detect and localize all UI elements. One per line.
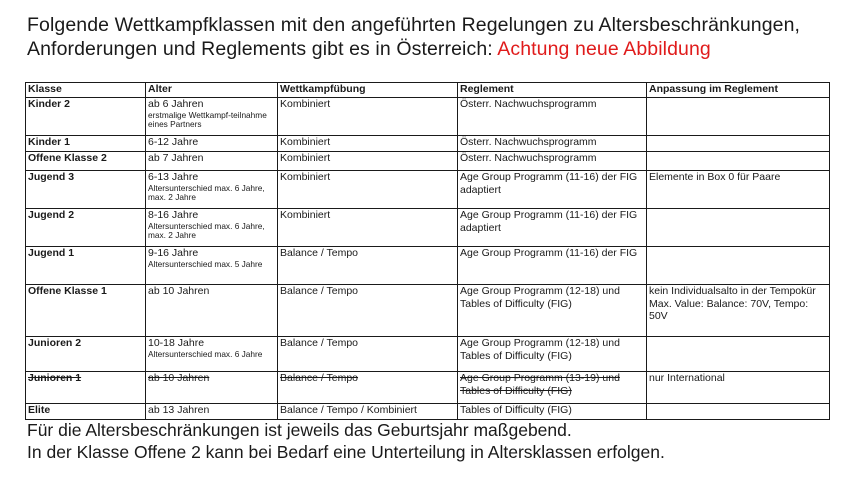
cell-wettkampfuebung (278, 337, 458, 372)
heading-line-2 (27, 37, 842, 61)
cell-alter-note: Altersunterschied max. 6 Jahre, max. 2 Jahre (148, 182, 265, 202)
cell-wettkampfuebung-text: Kombiniert (280, 152, 331, 164)
cell-reglement-text: Age Group Programm (11-16) der FIG adaptiert (460, 209, 638, 234)
cell-klasse (26, 247, 146, 285)
cell-reglement (458, 247, 647, 285)
cell-klasse (26, 209, 146, 247)
table-row (26, 285, 830, 337)
table-row (26, 372, 830, 404)
cell-wettkampfuebung-text: Balance / Tempo (280, 247, 359, 259)
cell-alter (146, 136, 278, 152)
cell-klasse (26, 337, 146, 372)
cell-anpassung (647, 285, 830, 337)
table-row (26, 337, 830, 372)
cell-alter (146, 152, 278, 171)
cell-reglement (458, 152, 647, 171)
cell-alter (146, 404, 278, 420)
cell-wettkampfuebung-text: Balance / Tempo (280, 285, 359, 297)
column-header-anpassung: Anpassung im Reglement (647, 83, 830, 98)
table-row (26, 247, 830, 285)
cell-reglement-text: Age Group Programm (11-16) der FIG adaptiert (460, 171, 638, 196)
cell-klasse-text: Junioren 2 (28, 337, 82, 349)
cell-wettkampfuebung (278, 136, 458, 152)
cell-klasse-text: Jugend 3 (28, 171, 75, 183)
cell-alter-text: 10-18 Jahre (148, 337, 205, 349)
heading-line-1: Folgende Wettkampfklassen mit den angeführten Regelungen zu Altersbeschränkungen, (27, 14, 801, 36)
footnote-age-groups: In der Klasse Offene 2 kann bei Bedarf eine Unterteilung in Altersklassen erfolgen. (27, 442, 665, 462)
cell-reglement-text: Age Group Programm (11-16) der FIG (460, 247, 638, 259)
cell-reglement-text: Tables of Difficulty (FIG) (460, 404, 572, 416)
cell-alter (146, 285, 278, 337)
cell-reglement (458, 136, 647, 152)
cell-reglement (458, 372, 647, 404)
cell-alter-text: ab 7 Jahren (148, 152, 204, 164)
cell-alter-note: Altersunterschied max. 5 Jahre (148, 258, 263, 269)
cell-anpassung (647, 247, 830, 285)
cell-wettkampfuebung-text: Balance / Tempo (280, 337, 359, 349)
cell-reglement (458, 171, 647, 209)
cell-klasse (26, 98, 146, 136)
cell-wettkampfuebung (278, 209, 458, 247)
table-row (26, 404, 830, 420)
cell-alter-text: 9-16 Jahre (148, 247, 199, 259)
cell-reglement-text: Age Group Programm (12-18) und Tables of Difficulty (FIG) (460, 337, 620, 362)
competition-classes-table (25, 82, 830, 420)
cell-anpassung (647, 136, 830, 152)
cell-wettkampfuebung-text: Balance / Tempo (280, 372, 359, 384)
cell-anpassung (647, 171, 830, 209)
cell-alter-text: ab 10 Jahren (148, 372, 210, 384)
cell-wettkampfuebung-text: Kombiniert (280, 209, 331, 221)
cell-reglement-text: Age Group Programm (12-18) und Tables of Difficulty (FIG) (460, 285, 620, 310)
cell-klasse-text: Offene Klasse 1 (28, 285, 107, 297)
cell-wettkampfuebung (278, 247, 458, 285)
cell-anpassung (647, 372, 830, 404)
table-header-row (26, 83, 830, 98)
cell-alter (146, 372, 278, 404)
cell-reglement-text: Österr. Nachwuchsprogramm (460, 152, 597, 164)
cell-reglement-text: Österr. Nachwuchsprogramm (460, 98, 597, 110)
cell-klasse-text: Kinder 2 (28, 98, 71, 110)
cell-alter-text: 6-13 Jahre (148, 171, 199, 183)
cell-alter (146, 337, 278, 372)
cell-anpassung (647, 209, 830, 247)
cell-alter (146, 98, 278, 136)
footnote-birth-year: Für die Altersbeschränkungen ist jeweils das Geburtsjahr maßgebend. (27, 420, 572, 440)
cell-alter (146, 171, 278, 209)
cell-reglement (458, 209, 647, 247)
cell-alter (146, 209, 278, 247)
cell-anpassung-text: Elemente in Box 0 für Paare (649, 171, 781, 183)
cell-klasse-text: Offene Klasse 2 (28, 152, 107, 164)
column-header-alter: Alter (146, 83, 278, 98)
cell-reglement (458, 98, 647, 136)
cell-alter (146, 247, 278, 285)
cell-wettkampfuebung (278, 171, 458, 209)
column-header-reglement: Reglement (458, 83, 647, 98)
cell-wettkampfuebung-text: Kombiniert (280, 98, 331, 110)
cell-alter-note: Altersunterschied max. 6 Jahre, max. 2 Jahre (148, 220, 265, 240)
cell-wettkampfuebung-text: Kombiniert (280, 171, 331, 183)
table-row (26, 209, 830, 247)
cell-reglement (458, 337, 647, 372)
cell-reglement-text: Age Group Programm (13-19) und Tables of Difficulty (FIG) (460, 372, 620, 397)
table-row (26, 136, 830, 152)
cell-wettkampfuebung-text: Balance / Tempo / Kombiniert (280, 404, 417, 416)
cell-klasse (26, 285, 146, 337)
cell-alter-text: ab 13 Jahren (148, 404, 210, 416)
cell-reglement (458, 404, 647, 420)
cell-wettkampfuebung-text: Kombiniert (280, 136, 331, 148)
table-body (26, 98, 830, 420)
cell-wettkampfuebung (278, 404, 458, 420)
cell-klasse-text: Elite (28, 404, 51, 416)
table-row (26, 171, 830, 209)
column-header-klasse: Klasse (26, 83, 146, 98)
column-header-wettkampfuebung: Wettkampfübung (278, 83, 458, 98)
cell-reglement (458, 285, 647, 337)
cell-wettkampfuebung (278, 372, 458, 404)
cell-klasse-text: Kinder 1 (28, 136, 71, 148)
cell-alter-text: ab 6 Jahren (148, 98, 204, 110)
cell-anpassung (647, 98, 830, 136)
cell-anpassung (647, 152, 830, 171)
cell-wettkampfuebung (278, 152, 458, 171)
cell-anpassung (647, 337, 830, 372)
table-row (26, 152, 830, 171)
cell-wettkampfuebung (278, 98, 458, 136)
cell-alter-note: Altersunterschied max. 6 Jahre (148, 348, 263, 359)
heading-alert: Achtung neue Abbildung (497, 38, 711, 60)
cell-anpassung (647, 404, 830, 420)
cell-klasse-text: Jugend 2 (28, 209, 75, 221)
cell-klasse (26, 372, 146, 404)
cell-klasse-text: Jugend 1 (28, 247, 75, 259)
heading-line-2-text: Anforderungen und Reglements gibt es in Österreich: (27, 38, 493, 60)
cell-alter-text: 6-12 Jahre (148, 136, 199, 148)
cell-klasse (26, 136, 146, 152)
cell-klasse (26, 171, 146, 209)
cell-klasse (26, 152, 146, 171)
cell-alter-text: ab 10 Jahren (148, 285, 210, 297)
table-row (26, 98, 830, 136)
cell-klasse-text: Junioren 1 (28, 372, 82, 384)
cell-alter-text: 8-16 Jahre (148, 209, 199, 221)
cell-anpassung-text: kein Individualsalto in der Tempokür Max. Value: Balance: 70V, Tempo: 50V (649, 285, 816, 322)
cell-klasse (26, 404, 146, 420)
page-heading (27, 13, 842, 61)
cell-alter-note: erstmalige Wettkampf-teilnahme eines Partners (148, 109, 267, 129)
cell-reglement-text: Österr. Nachwuchsprogramm (460, 136, 597, 148)
cell-wettkampfuebung (278, 285, 458, 337)
cell-anpassung-text: nur International (649, 372, 725, 384)
